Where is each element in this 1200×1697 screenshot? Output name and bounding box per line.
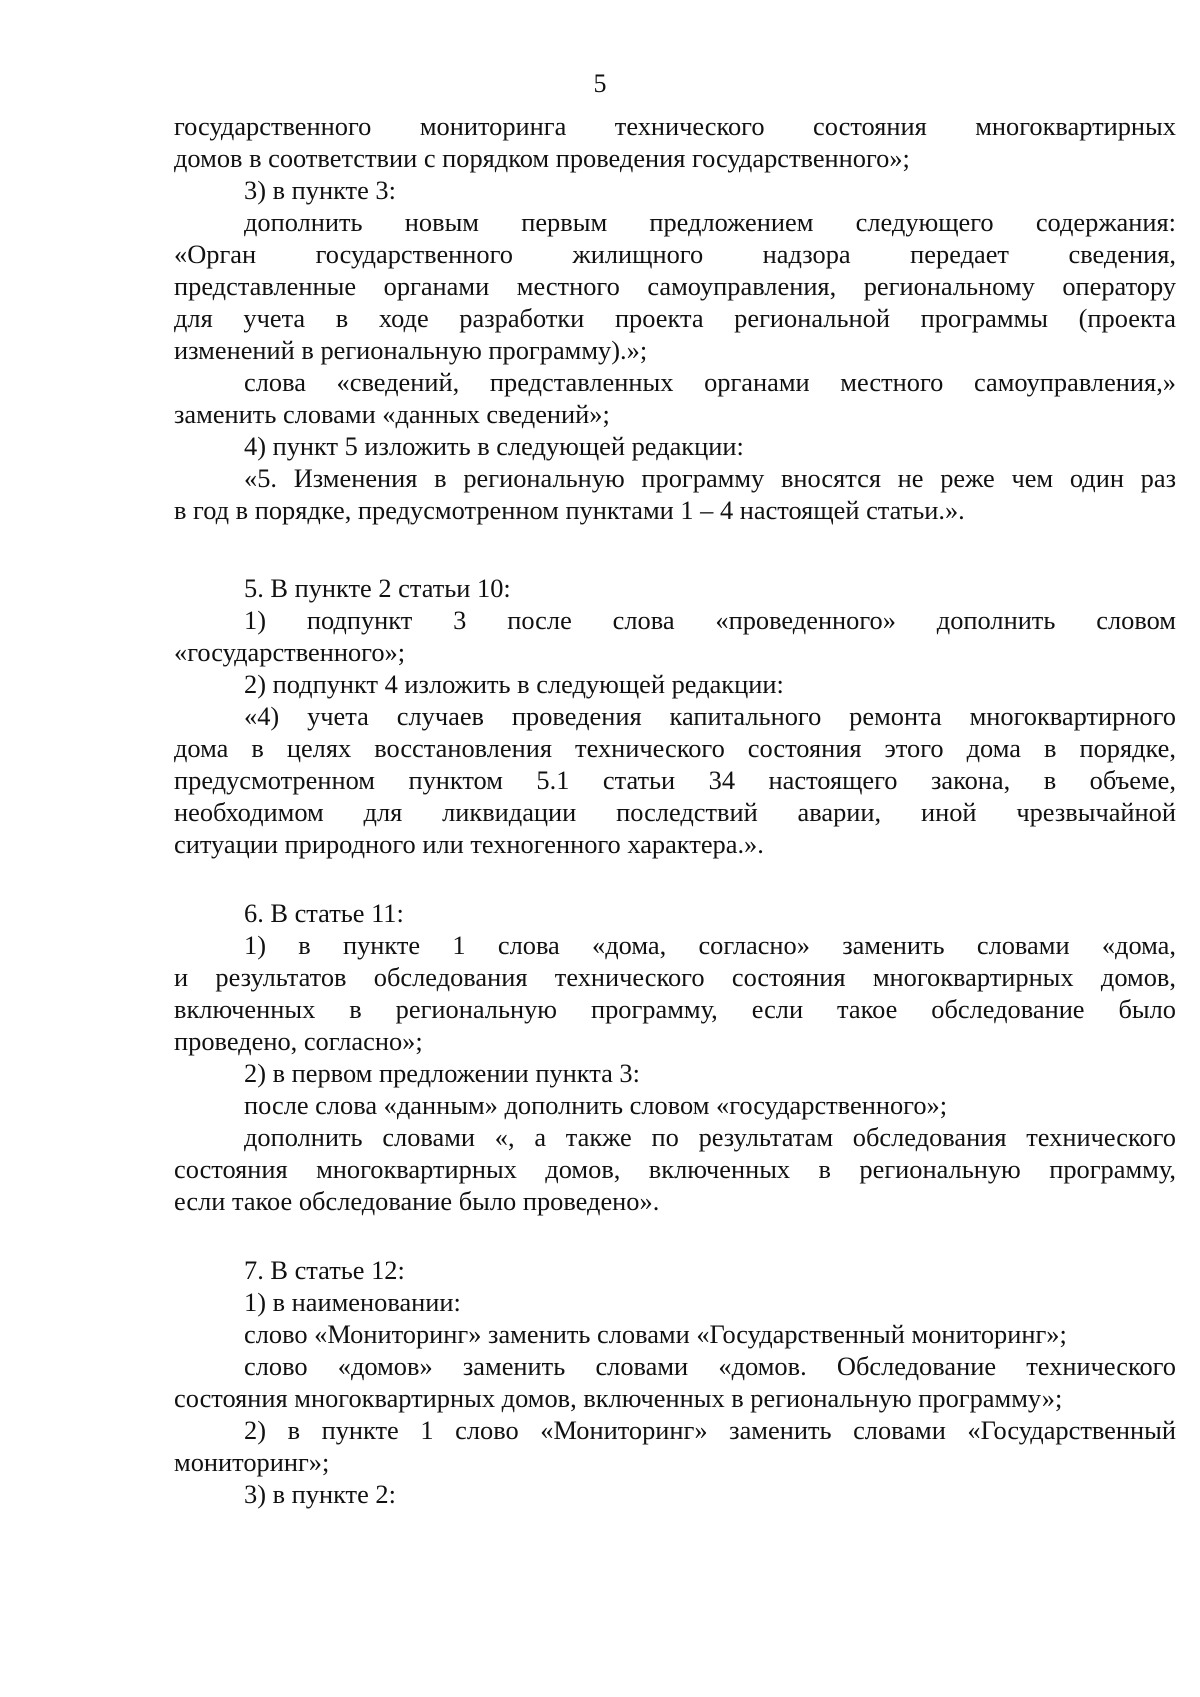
text-line: 3) в пункте 2:: [244, 1479, 396, 1509]
text-line: дома в целях восстановления технического состояния этого дома в порядке,: [174, 733, 1176, 763]
text-line: дополнить новым первым предложением следующего содержания:: [244, 207, 1176, 237]
text-line: проведено, согласно»;: [174, 1026, 423, 1056]
text-line: для учета в ходе разработки проекта региональной программы (проекта: [174, 303, 1176, 333]
text-line: 1) подпункт 3 после слова «проведенного» дополнить словом: [244, 605, 1176, 635]
text-line: «4) учета случаев проведения капитального ремонта многоквартирного: [244, 701, 1176, 731]
text-line: состояния многоквартирных домов, включенных в региональную программу»;: [174, 1383, 1063, 1413]
text-line: после слова «данным» дополнить словом «государственного»;: [244, 1090, 948, 1120]
text-line: «государственного»;: [174, 637, 406, 667]
text-line: 2) подпункт 4 изложить в следующей редакции:: [244, 669, 784, 699]
text-line: включенных в региональную программу, если такое обследование было: [174, 994, 1176, 1024]
text-line: 2) в первом предложении пункта 3:: [244, 1058, 640, 1088]
text-line: если такое обследование было проведено».: [174, 1186, 660, 1216]
text-line: «5. Изменения в региональную программу вносятся не реже чем один раз: [244, 463, 1176, 493]
text-line: и результатов обследования технического состояния многоквартирных домов,: [174, 962, 1176, 992]
text-line: слово «Мониторинг» заменить словами «Государственный мониторинг»;: [244, 1319, 1067, 1349]
text-line: необходимом для ликвидации последствий аварии, иной чрезвычайной: [174, 797, 1176, 827]
text-line: слово «домов» заменить словами «домов. Обследование технического: [244, 1351, 1176, 1381]
text-line: предусмотренном пунктом 5.1 статьи 34 настоящего закона, в объеме,: [174, 765, 1176, 795]
text-line: 4) пункт 5 изложить в следующей редакции:: [244, 431, 744, 461]
section-heading: 6. В статье 11:: [244, 898, 404, 928]
text-line: дополнить словами «, а также по результатам обследования технического: [244, 1122, 1176, 1152]
text-line: мониторинг»;: [174, 1447, 330, 1477]
text-line: государственного мониторинга технического состояния многоквартирных: [174, 111, 1176, 141]
text-line: заменить словами «данных сведений»;: [174, 399, 610, 429]
text-line: 1) в наименовании:: [244, 1287, 461, 1317]
text-line: ситуации природного или техногенного характера.».: [174, 829, 764, 859]
text-line: 3) в пункте 3:: [244, 175, 396, 205]
text-line: в год в порядке, предусмотренном пунктами 1 – 4 настоящей статьи.».: [174, 495, 965, 525]
page-number: 5: [593, 69, 607, 98]
text-line: 2) в пункте 1 слово «Мониторинг» заменить словами «Государственный: [244, 1415, 1176, 1445]
text-line: домов в соответствии с порядком проведения государственного»;: [174, 143, 910, 173]
text-line: представленные органами местного самоуправления, региональному оператору: [174, 271, 1176, 301]
section-heading: 5. В пункте 2 статьи 10:: [244, 573, 511, 603]
text-line: «Орган государственного жилищного надзора передает сведения,: [174, 239, 1176, 269]
section-heading: 7. В статье 12:: [244, 1255, 405, 1285]
text-line: слова «сведений, представленных органами местного самоуправления,»: [244, 367, 1176, 397]
text-line: изменений в региональную программу).»;: [174, 335, 648, 365]
text-line: 1) в пункте 1 слова «дома, согласно» заменить словами «дома,: [244, 930, 1176, 960]
text-line: состояния многоквартирных домов, включенных в региональную программу,: [174, 1154, 1176, 1184]
